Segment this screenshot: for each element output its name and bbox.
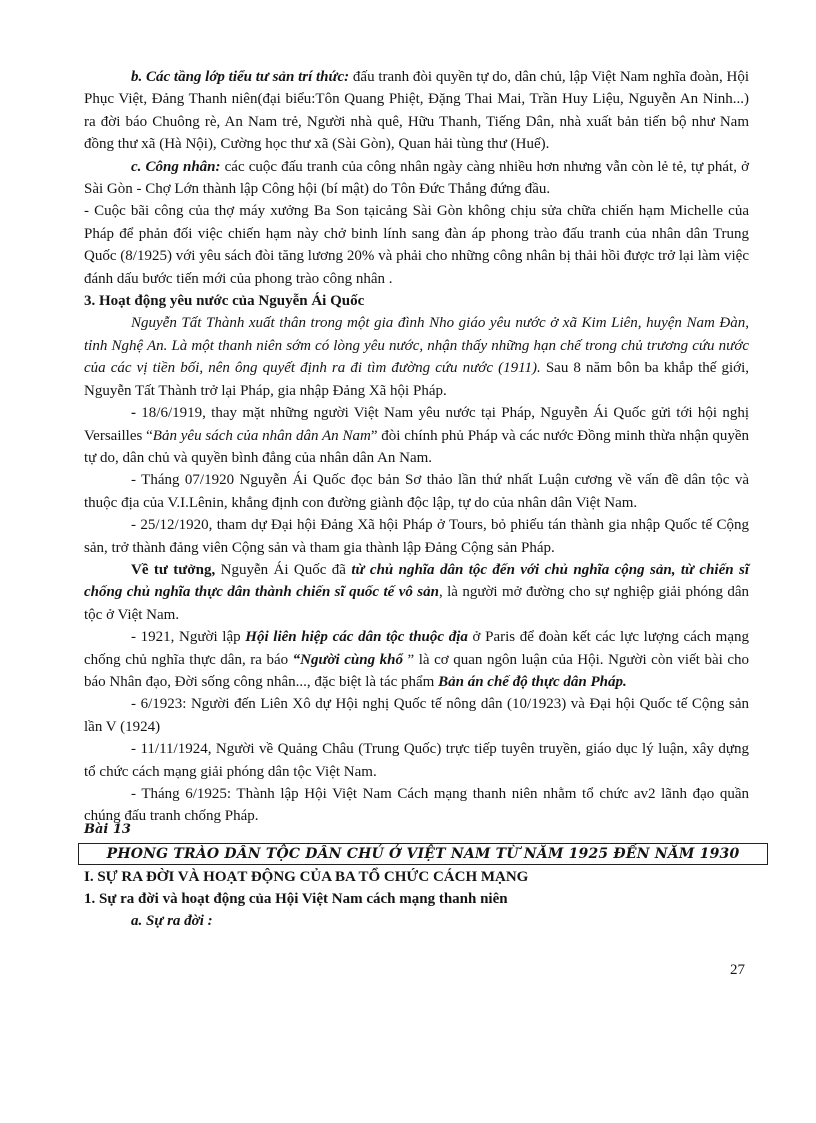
paragraph-cong-nhan [84, 156, 749, 201]
paragraph-text: ” đòi chính phủ Pháp và các nước Đồng minh thừa nhận quyền tự do, dân chủ và quyền bình đẳng của nhân dân An Nam. [84, 427, 749, 466]
subsection-heading-a: a. Sự ra đời : [131, 913, 213, 929]
paragraph-1921 [84, 626, 749, 693]
paragraph-text: 18/6/1919, thay mặt những người Việt Nam yêu nước tại Pháp, Nguyễn Ái Quốc gửi tới hội nghị Versailles “ [84, 405, 749, 444]
paragraph-italic: Nguyễn Tất Thành xuất thân trong một gia đình Nho giáo yêu nước ở xã Kim Liên, huyện Nam Đàn, tỉnh Nghệ An. Là một thanh niên sớm có lòng yêu nước, nhận thấy những hạn chế trong chủ trương cứu nước của các vị tiền bối, nên ông quyết định ra đi tìm đường cứu nước (1911). [84, 315, 749, 377]
paragraph-11-11-1924: - 11/11/1924, Người về Quảng Châu (Trung Quốc) trực tiếp tuyên truyền, giáo dục lý luận, xây dựng tổ chức cách mạng giải phóng dân tộc Việt Nam. [84, 741, 749, 780]
paragraph-text: - 1921, Người lập [131, 629, 246, 646]
page-body [84, 66, 749, 828]
paragraph-tieu-tu-san [84, 66, 749, 156]
paragraph-text: Nguyễn Ái Quốc đã [215, 561, 352, 578]
paragraph-bold-italic: Bản án chế độ thực dân Pháp. [438, 673, 627, 690]
paragraph-versailles [84, 402, 749, 469]
paragraph-bold: Về tư tưởng, [131, 561, 216, 578]
paragraph-text: Sau 8 năm bôn ba khắp thế giới, Nguyễn Tất Thành trở lại Pháp, gia nhập Đảng Xã hội Pháp. [84, 360, 750, 399]
paragraph-bold-italic: Hội liên hiệp các dân tộc thuộc địa [245, 629, 468, 646]
section-heading-roman-1: I. SỰ RA ĐỜI VÀ HOẠT ĐỘNG CỦA BA TỔ CHỨC CÁCH MẠNG [84, 869, 529, 885]
lesson-label: Bài 13 [84, 822, 131, 837]
paragraph-bold-italic: từ chủ nghĩa dân tộc đến với chủ nghĩa cộng sản, từ chiến sĩ chống chủ nghĩa thực dân thành chiến sĩ quốc tế vô sản [84, 561, 749, 601]
paragraph-bold-italic: “Người cùng khổ [292, 651, 403, 668]
paragraph-text: các cuộc đấu tranh của công nhân ngày càng nhiều hơn nhưng vẫn còn lẻ tẻ, tự phát, ở Sài Gòn - Chợ Lớn thành lập Công hội (bí mật) do Tôn Đức Thắng đứng đầu. [84, 158, 749, 198]
paragraph-nguyen-tat-thanh [84, 312, 749, 402]
paragraph-6-1925: - Tháng 6/1925: Thành lập Hội Việt Nam Cách mạng thanh niên nhằm tổ chức av2 lãnh đạo quần chúng đấu tranh chống Pháp. [84, 786, 749, 825]
paragraph-thang-07-1920: - Tháng 07/1920 Nguyễn Ái Quốc đọc bản Sơ thảo lần thứ nhất Luận cương về vấn đề dân tộc và thuộc địa của V.I.Lênin, khẳng định con đường giành độc lập, tự do của nhân dân Việt Nam. [84, 472, 749, 511]
paragraph-ba-son: - Cuộc bãi công của thợ máy xưởng Ba Son tạicảng Sài Gòn không chịu sửa chữa chiến hạm Michelle của Pháp để phản đối việc chiến hạm này chở binh lính sang đàn áp phong trào đấu tranh của nhân dân Trung Quốc (8/1925) với yêu sách đòi tăng lương 20% và phải cho những công nhân bị thải hồi được trở lại làm việc đánh dấu bước tiến mới của phong trào công nhân . [84, 203, 749, 287]
paragraph-lead: b. Các tầng lớp tiểu tư sản trí thức: [131, 69, 350, 85]
paragraph-italic: Bản yêu sách của nhân dân An Nam [152, 427, 371, 444]
subsection-heading-1: 1. Sự ra đời và hoạt động của Hội Việt Nam cách mạng thanh niên [84, 891, 508, 907]
paragraph-tours: - 25/12/1920, tham dự Đại hội Đảng Xã hội Pháp ở Tours, bỏ phiếu tán thành gia nhập Quốc tế Cộng sản, trở thành đảng viên Cộng sản và tham gia thành lập Đảng Cộng sản Pháp. [84, 517, 749, 556]
bold-dash: - [131, 405, 136, 422]
paragraph-text: đấu tranh đòi quyền tự do, dân chủ, lập Việt Nam nghĩa đoàn, Hội Phục Việt, Đảng Thanh niên(đại biểu:Tôn Quang Phiệt, Đặng Thai Mai, Trần Huy Liệu, Nguyễn An Ninh...) ra đời báo Chuông rè, An Nam trẻ, Người nhà quê, Hữu Thanh, Tiếng Dân, nhà xuất bản tiến bộ như Nam đồng thư xã (Hà Nội), Cường học thư xã (Sài Gòn), Quan hải tùng thư (Huế). [84, 69, 749, 153]
lesson-title: PHONG TRÀO DÂN TỘC DÂN CHỦ Ở VIỆT NAM TỪ NĂM 1925 ĐẾN NĂM 1930 [78, 843, 768, 865]
section-heading-3: 3. Hoạt động yêu nước của Nguyễn Ái Quốc [84, 293, 365, 310]
paragraph-ve-tu-tuong [84, 559, 749, 626]
paragraph-6-1923: - 6/1923: Người đến Liên Xô dự Hội nghị Quốc tế nông dân (10/1923) và Đại hội Quốc tế Cộng sản lần V (1924) [84, 696, 749, 735]
paragraph-text: ở Paris để đoàn kết các lực lượng cách mạng chống chủ nghĩa thực dân, ra báo [84, 629, 750, 668]
page-number: 27 [730, 962, 745, 978]
paragraph-text: ” là cơ quan ngôn luận của Hội. Người còn viết bài cho báo Nhân đạo, Đời sống công nhân..., đặc biệt là tác phẩm [84, 651, 749, 690]
paragraph-lead: c. Công nhân: [131, 158, 221, 175]
paragraph-text: , là người mở đường cho sự nghiệp giải phóng dân tộc ở Việt Nam. [84, 584, 750, 623]
